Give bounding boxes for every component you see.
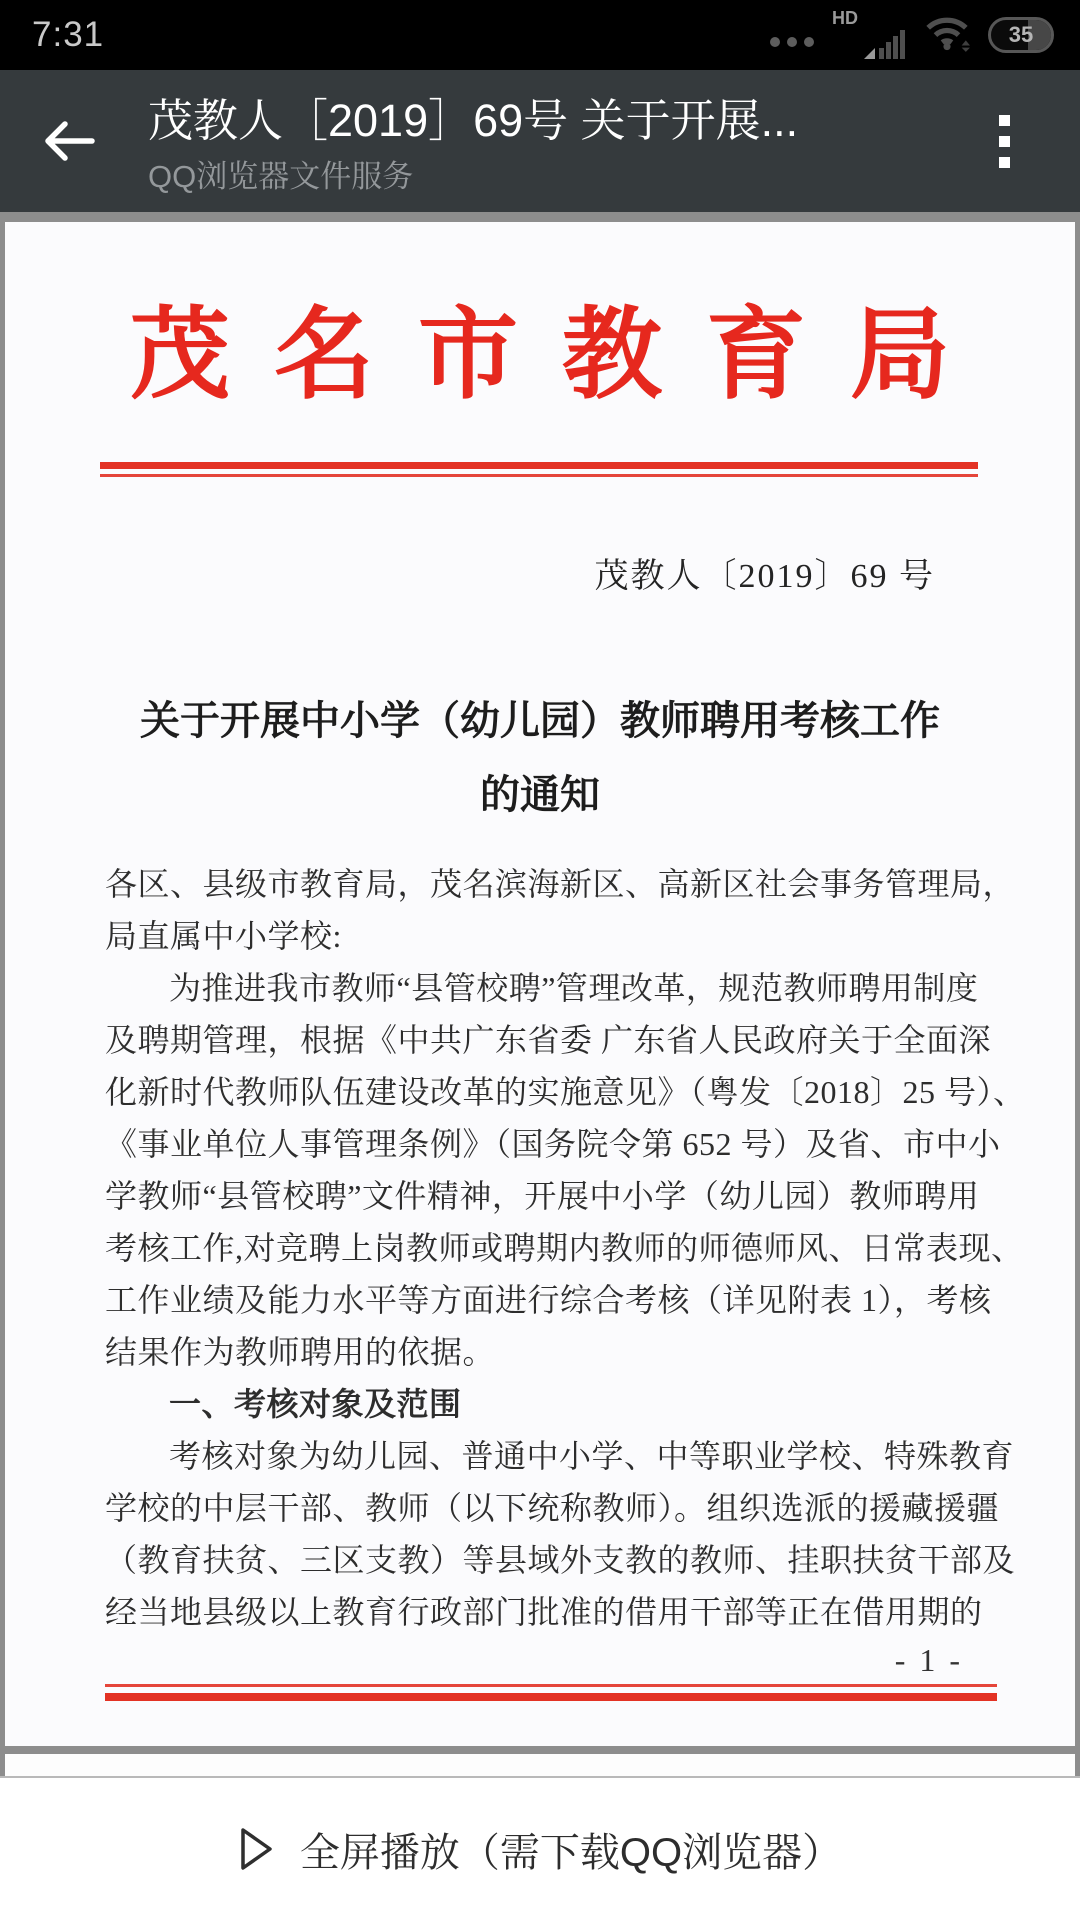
fullscreen-play-label: 全屏播放（需下载QQ浏览器） [299, 1830, 843, 1875]
notice-title [5, 684, 1075, 832]
document-page[interactable] [5, 222, 1075, 1746]
back-button[interactable] [40, 118, 96, 164]
notification-dots-icon [770, 37, 814, 47]
document-text-line: 学校的中层干部、教师（以下统称教师）。组织选派的援藏援疆 [105, 1490, 1000, 1526]
fullscreen-play-bar[interactable] [0, 1776, 1080, 1920]
document-text-line: 《事业单位人事管理条例》（国务院令第 652 号）及省、市中小 [105, 1126, 1001, 1162]
document-text-line: 结果作为教师聘用的依据。 [105, 1334, 496, 1370]
document-text-line: 经当地县级以上教育行政部门批准的借用干部等正在借用期的 [105, 1594, 983, 1630]
wifi-icon [924, 14, 970, 57]
header-rule [100, 462, 978, 477]
next-page-preview [5, 1754, 1075, 1776]
clock: 7:31 [32, 15, 105, 54]
status-bar [0, 0, 1080, 70]
battery-level: 35 [1008, 22, 1034, 47]
doc-number: 茂教人〔2019〕69 号 [594, 558, 935, 595]
document-text-line: 一、考核对象及范围 [169, 1386, 462, 1422]
document-text-line: 学教师“县管校聘”文件精神，开展中小学（幼儿园）教师聘用 [105, 1178, 980, 1214]
document-text-line: 为推进我市教师“县管校聘”管理改革，规范教师聘用制度 [169, 970, 979, 1006]
document-viewer[interactable] [0, 212, 1080, 1777]
page-number: - 1 - [894, 1642, 963, 1678]
document-text-line: 考核对象为幼儿园、普通中小学、中等职业学校、特殊教育 [169, 1438, 1015, 1474]
footer-rule [105, 1684, 997, 1701]
back-arrow-icon [40, 118, 96, 164]
document-text-line: 化新时代教师队伍建设改革的实施意见》（粤发〔2018〕25 号）、 [105, 1074, 1026, 1110]
battery-icon [988, 17, 1054, 53]
document-text-line: 局直属中小学校: [105, 918, 342, 954]
notice-title-line2: 的通知 [480, 772, 600, 817]
document-text-line: （教育扶贫、三区支教）等县域外支教的教师、挂职扶贫干部及 [105, 1542, 1016, 1578]
app-header [0, 70, 1080, 212]
document-text-line: 各区、县级市教育局，茂名滨海新区、高新区社会事务管理局， [105, 866, 1016, 902]
document-body [105, 858, 1035, 1638]
document-text-line: 及聘期管理，根据《中共广东省委 广东省人民政府关于全面深 [105, 1022, 992, 1058]
document-text-line: 工作业绩及能力水平等方面进行综合考核（详见附表 1），考核 [105, 1282, 992, 1318]
document-text-line: 考核工作,对竞聘上岗教师或聘期内教师的师德师风、日常表现、 [105, 1230, 1024, 1266]
file-title: 茂教人［2019］69号 关于开展... [148, 95, 799, 146]
status-icons [770, 6, 1054, 64]
header-titles [148, 86, 993, 196]
org-title: 茂名市教育局 [130, 300, 994, 411]
signal-bars-icon [832, 6, 906, 64]
notice-title-line1: 关于开展中小学（幼儿园）教师聘用考核工作 [140, 698, 940, 743]
overflow-menu-icon [999, 115, 1010, 126]
overflow-menu-button[interactable] [993, 109, 1016, 174]
hd-volte-label: HD [832, 8, 858, 28]
service-subtitle: QQ浏览器文件服务 [148, 159, 414, 194]
play-outline-icon [238, 1826, 274, 1872]
